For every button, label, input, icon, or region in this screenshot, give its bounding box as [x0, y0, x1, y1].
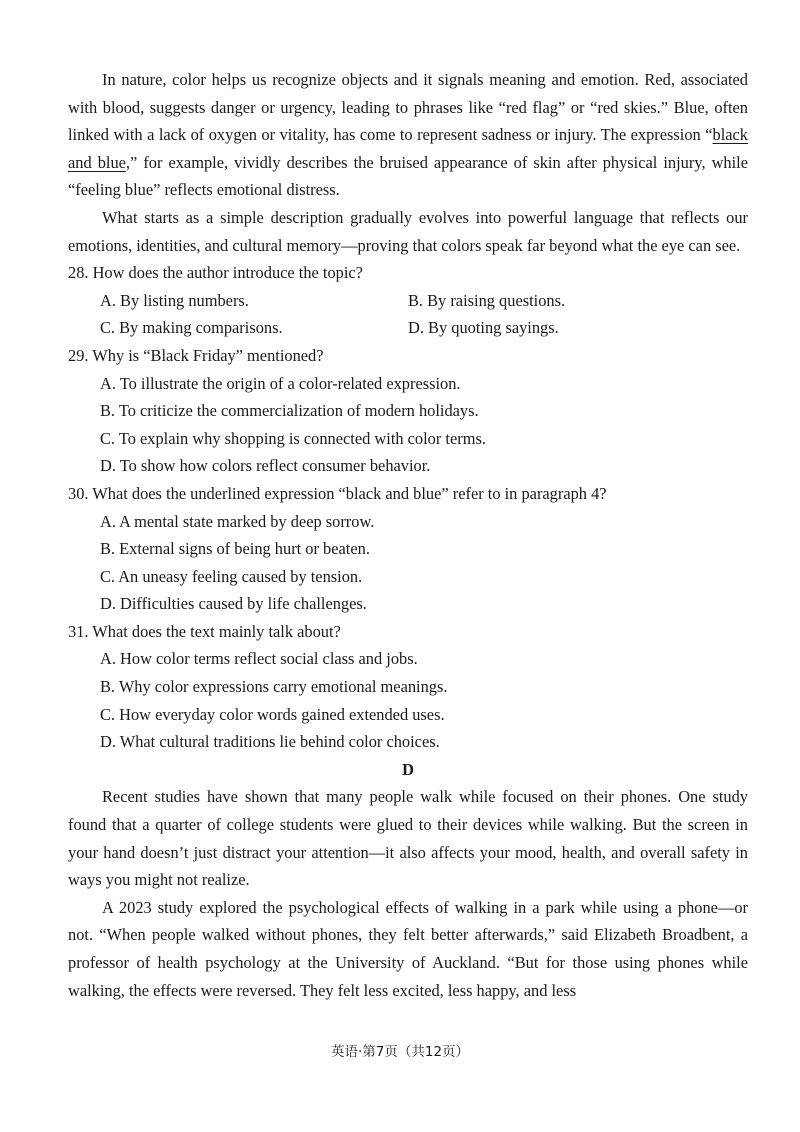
underlined-expression: black and blue: [68, 125, 748, 172]
page-content: [68, 66, 748, 1004]
option-a: A. By listing numbers.: [100, 290, 249, 310]
paragraph-text: ,” for example, vividly describes the bruised appearance of skin after physical injury, while “feeling blue” reflects emotional distress.: [68, 152, 748, 200]
options-row: [68, 287, 748, 315]
option-c: C. To explain why shopping is connected with color terms.: [100, 428, 486, 448]
question-29: [68, 342, 748, 480]
passage-c-paragraph-2: What starts as a simple description gradually evolves into powerful language that reflects our emotions, identities, and cultural memory—proving that colors speak far beyond what the eye can see.: [68, 207, 748, 255]
question-stem: 28. How does the author introduce the topic?: [68, 263, 363, 283]
question-stem: 29. Why is “Black Friday” mentioned?: [68, 345, 324, 365]
option-c: C. How everyday color words gained extended uses.: [100, 704, 445, 724]
option-a: A. How color terms reflect social class and jobs.: [100, 649, 418, 669]
question-stem: 31. What does the text mainly talk about?: [68, 621, 341, 641]
passage-c-paragraph-1: [68, 66, 748, 204]
passage-d-paragraph-1: Recent studies have shown that many people walk while focused on their phones. One study found that a quarter of college students were glued to their devices while walking. But the screen in your hand doesn’t just distract your attention—it also affects your mood, health, and overall safety in ways you might not realize.: [68, 787, 748, 890]
option-b: B. By raising questions.: [408, 290, 566, 310]
paragraph-text: In nature, color helps us recognize objects and it signals meaning and emotion. Red, associated with blood, suggests danger or urgency, leading to phrases like “red flag” or “red skies.” Blue, often linked with a lack of oxygen or vitality, has come to represent sadness or injury. The expression “: [68, 70, 748, 145]
passage-d-paragraph-2: A 2023 study explored the psychological effects of walking in a park while using a phone—or not. “When people walked without phones, they felt better afterwards,” said Elizabeth Broadbent, a professor of health psychology at the University of Auckland. “But for those using phones while walking, the effects were reversed. They felt less excited, less happy, and less: [68, 897, 748, 1000]
option-a: A. To illustrate the origin of a color-related expression.: [100, 373, 461, 393]
option-d: D. By quoting sayings.: [408, 318, 559, 338]
option-d: D. To show how colors reflect consumer behavior.: [100, 456, 431, 476]
option-c: C. By making comparisons.: [100, 318, 283, 338]
question-stem: 30. What does the underlined expression “black and blue” refer to in paragraph 4?: [68, 483, 607, 503]
page-footer: 英语·第7页（共12页）: [330, 1044, 470, 1060]
question-31: [68, 618, 748, 756]
option-b: B. External signs of being hurt or beaten.: [100, 539, 370, 559]
option-d: D. Difficulties caused by life challenges.: [100, 594, 367, 614]
option-a: A. A mental state marked by deep sorrow.: [100, 511, 375, 531]
question-28: [68, 259, 748, 342]
option-c: C. An uneasy feeling caused by tension.: [100, 566, 363, 586]
option-b: B. Why color expressions carry emotional meanings.: [100, 677, 448, 697]
question-30: [68, 480, 748, 618]
option-d: D. What cultural traditions lie behind color choices.: [100, 732, 440, 752]
section-heading-d: D: [402, 759, 414, 779]
option-b: B. To criticize the commercialization of modern holidays.: [100, 401, 479, 421]
options-row: [68, 314, 748, 342]
